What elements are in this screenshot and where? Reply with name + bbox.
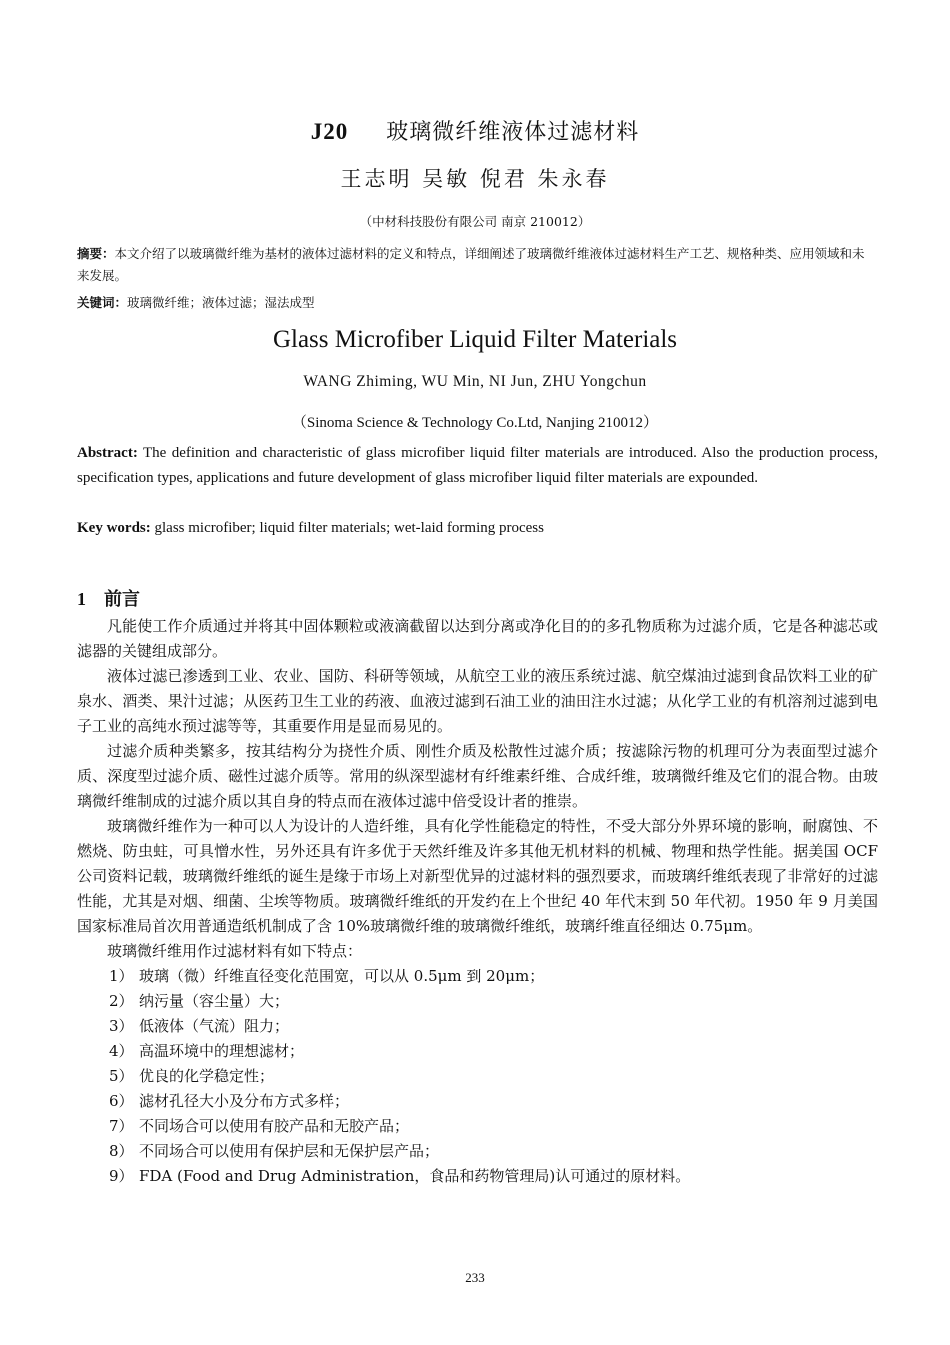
list-item: [77, 1039, 878, 1064]
chinese-title: [0, 115, 950, 146]
list-index: 7）: [109, 1117, 134, 1135]
list-text: 低液体（气流）阻力；: [139, 1017, 290, 1035]
list-text: 高温环境中的理想滤材；: [139, 1042, 305, 1060]
list-text: 纳污量（容尘量）大；: [139, 992, 290, 1010]
english-abstract: [77, 441, 878, 491]
list-index: 2）: [109, 992, 134, 1010]
list-index: 1）: [109, 967, 134, 985]
chinese-abstract-text: 本文介绍了以玻璃微纤维为基材的液体过滤材料的定义和特点，详细阐述了玻璃微纤维液体过滤材料生产工艺、规格种类、应用领域和未来发展。: [77, 246, 865, 283]
paragraph: 液体过滤已渗透到工业、农业、国防、科研等领域，从航空工业的液压系统过滤、航空煤油过滤到食品饮料工业的矿泉水、酒类、果汁过滤；从医药卫生工业的药液、血液过滤到石油工业的油田注水过滤；从化学工业的有机溶剂过滤到电子工业的高纯水预过滤等等，其重要作用是显而易见的。: [77, 667, 878, 735]
list-index: 5）: [109, 1067, 134, 1085]
english-keywords: [77, 516, 878, 540]
section-body: [77, 614, 878, 1189]
list-index: 9）: [109, 1167, 134, 1185]
paragraph: 玻璃微纤维用作过滤材料有如下特点：: [107, 942, 363, 960]
list-index: 6）: [109, 1092, 134, 1110]
feature-list: [77, 964, 878, 1189]
english-abstract-text: The definition and characteristic of glass microfiber liquid filter materials are introduced. Also the production process, specification types, applications and future development of glass microfiber liquid filter materials are expounded.: [77, 445, 878, 486]
list-text: 滤材孔径大小及分布方式多样；: [139, 1092, 350, 1110]
section-title: 前言: [104, 589, 140, 610]
list-text: 不同场合可以使用有胶产品和无胶产品；: [139, 1117, 410, 1135]
paper-code: J20: [310, 119, 349, 144]
english-title: Glass Microfiber Liquid Filter Materials: [272, 326, 678, 353]
list-item: [77, 1164, 878, 1189]
list-text: 不同场合可以使用有保护层和无保护层产品；: [139, 1142, 440, 1160]
chinese-title-text: 玻璃微纤维液体过滤材料: [386, 120, 640, 145]
list-item: [77, 1089, 878, 1114]
section-heading: [77, 585, 140, 611]
chinese-abstract-label: 摘要：: [77, 246, 115, 261]
list-item: [77, 1139, 878, 1164]
list-item: [77, 1064, 878, 1089]
list-item: [77, 1014, 878, 1039]
list-item: [77, 1114, 878, 1139]
chinese-affiliation: （中材科技股份有限公司 南京 210012）: [359, 214, 591, 229]
chinese-keywords: [77, 293, 877, 313]
list-item: [77, 964, 878, 989]
english-keywords-label: Key words:: [77, 520, 151, 536]
chinese-authors: 王志明 吴敏 倪君 朱永春: [340, 167, 610, 191]
paragraph: 过滤介质种类繁多，按其结构分为挠性介质、刚性介质及松散性过滤介质；按滤除污物的机理可分为表面型过滤介质、深度型过滤介质、磁性过滤介质等。常用的纵深型滤材有纤维素纤维、合成纤维，玻璃微纤维及它们的混合物。由玻璃微纤维制成的过滤介质以其自身的特点而在液体过滤中倍受设计者的推崇。: [77, 742, 878, 810]
english-affiliation: （Sinoma Science & Technology Co.Ltd, Nanjing 210012）: [291, 415, 659, 431]
list-text: 优良的化学稳定性；: [139, 1067, 275, 1085]
list-text: 玻璃（微）纤维直径变化范围宽，可以从 0.5μm 到 20μm；: [139, 967, 545, 985]
english-keywords-text: glass microfiber; liquid filter materials; wet-laid forming process: [154, 520, 544, 536]
list-index: 3）: [109, 1017, 134, 1035]
chinese-keywords-label: 关键词：: [77, 295, 128, 310]
section-number: 1: [77, 589, 86, 609]
chinese-keywords-text: 玻璃微纤维；液体过滤；湿法成型: [127, 295, 315, 310]
page-number: 233: [465, 1270, 485, 1285]
chinese-abstract: [77, 243, 877, 287]
english-authors: WANG Zhiming, WU Min, NI Jun, ZHU Yongchun: [303, 373, 647, 390]
list-text: FDA (Food and Drug Administration，食品和药物管理局)认可通过的原材料。: [139, 1167, 691, 1185]
paragraph: 玻璃微纤维作为一种可以人为设计的人造纤维，具有化学性能稳定的特性，不受大部分外界环境的影响，耐腐蚀、不燃烧、防虫蛀，可具憎水性，另外还具有许多优于天然纤维及许多其他无机材料的机械、物理和热学性能。据美国 OCF 公司资料记载，玻璃微纤维纸的诞生是缘于市场上对新型优异的过滤材料的强烈要求，而玻璃纤维纸表现了非常好的过滤性能，尤其是对烟、细菌、尘埃等物质。玻璃微纤维纸的开发约在上个世纪 40 年代末到 50 年代初。1950 年 9 月美国国家标准局首次用普通造纸机制成了含 10%玻璃微纤维的玻璃微纤维纸，玻璃纤维直径细达 0.75μm。: [77, 817, 878, 935]
list-item: [77, 989, 878, 1014]
paragraph: 凡能使工作介质通过并将其中固体颗粒或液滴截留以达到分离或净化目的的多孔物质称为过滤介质，它是各种滤芯或滤器的关键组成部分。: [77, 617, 878, 660]
list-index: 4）: [109, 1042, 134, 1060]
english-abstract-label: Abstract:: [77, 445, 138, 461]
list-index: 8）: [109, 1142, 134, 1160]
